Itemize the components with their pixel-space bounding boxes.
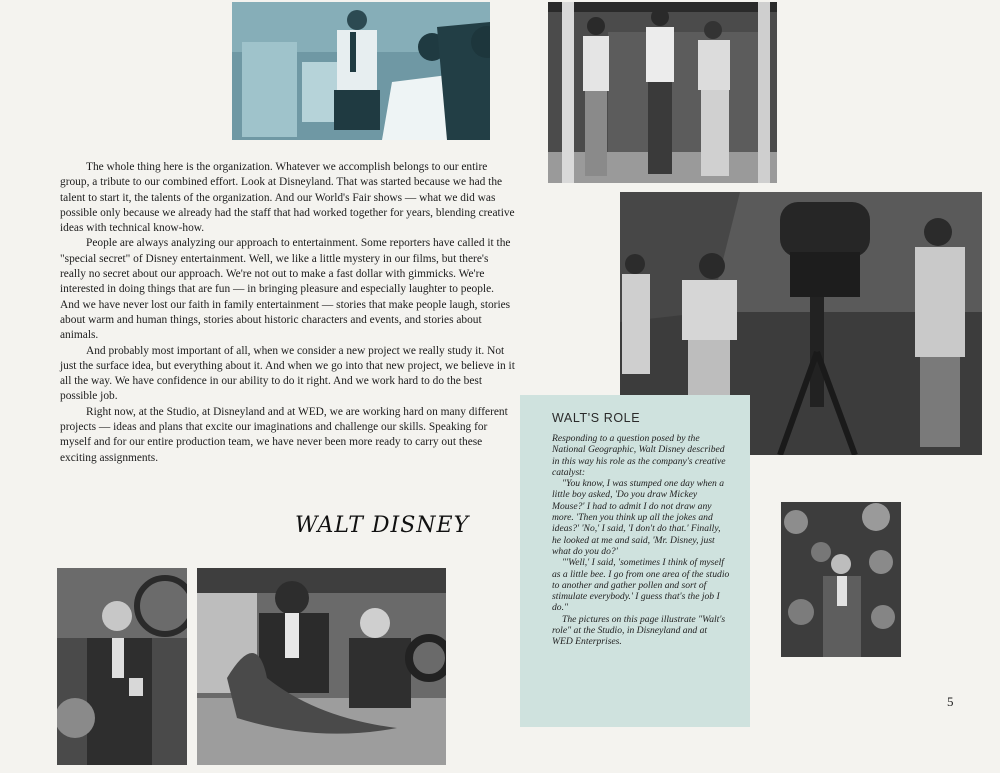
body-paragraph-1: The whole thing here is the organization. Whatever we accomplish belongs to our entire group, a tribute to our combined effort. Look at Disneyland. That was started because we had the talent to start it, the talents of the organization. And our World's Fair shows — what we did was possible only because we already had the staff that had worked together for years, blending creative ideas with technical know-how. — [60, 161, 515, 235]
sidebar-title: WALT'S ROLE — [552, 411, 641, 425]
photo-meeting-teal — [232, 2, 490, 140]
main-article-text — [60, 160, 515, 466]
photo-walt-with-cup — [57, 568, 187, 765]
page-number: 5 — [947, 694, 954, 709]
walts-role-sidebar — [520, 395, 750, 727]
body-paragraph-2: People are always analyzing our approach to entertainment. Some reporters have called it the "special secret" of Disney entertainment. Well, we like a little mystery in our films, but there's really no secret about our approach. We're not out to make a fast dollar with gimmicks. We're interested in doing things that are fun — in bringing pleasure and especially laughter to people. And we have never lost our faith in family entertainment — stories that make people laugh, stories about warm and human things, stories about historic characters and events, and stories about animals. — [60, 237, 511, 342]
sidebar-paragraph-4: The pictures on this page illustrate "Walt's role" at the Studio, in Disneyland and at WED Enterprises. — [552, 613, 726, 648]
body-paragraph-3: And probably most important of all, when we consider a new project we really study it. Not just the surface idea, but everything about it. And when we go into that new project, we believe in it all the way. We have confidence in our ability to do it right. And we work hard to do the best possible job. — [60, 344, 515, 403]
photo-walt-with-birds — [781, 502, 901, 657]
sidebar-paragraph-1: Responding to a question posed by the National Geographic, Walt Disney described in this way his role as the company's creative catalyst: — [552, 433, 726, 478]
photo-three-men-disneyland — [548, 2, 777, 183]
body-paragraph-4: Right now, at the Studio, at Disneyland and at WED, we are working hard on many different projects — ideas and plans that excite our imaginations and challenge our skills. Speaking for myself and for our entire production team, we have never been more ready to carry out these exciting assignments. — [60, 405, 508, 464]
walt-disney-signature: WALT DISNEY — [295, 513, 470, 538]
sidebar-paragraph-2: "You know, I was stumped one day when a little boy asked, 'Do you draw Mickey Mouse?' I had to admit I do not draw any more. 'Then you think up all the jokes and ideas?' 'No,' I said, 'I don't do that.' Finally, he looked at me and said, 'Mr. Disney, just what do you do?' — [552, 478, 725, 557]
sidebar-text — [552, 433, 730, 648]
photo-dinosaur-model — [197, 568, 446, 765]
sidebar-paragraph-3: "'Well,' I said, 'sometimes I think of myself as a little bee. I go from one area of the studio to another and gather pollen and sort of stimulate everybody.' I guess that's the job I do." — [552, 557, 730, 614]
